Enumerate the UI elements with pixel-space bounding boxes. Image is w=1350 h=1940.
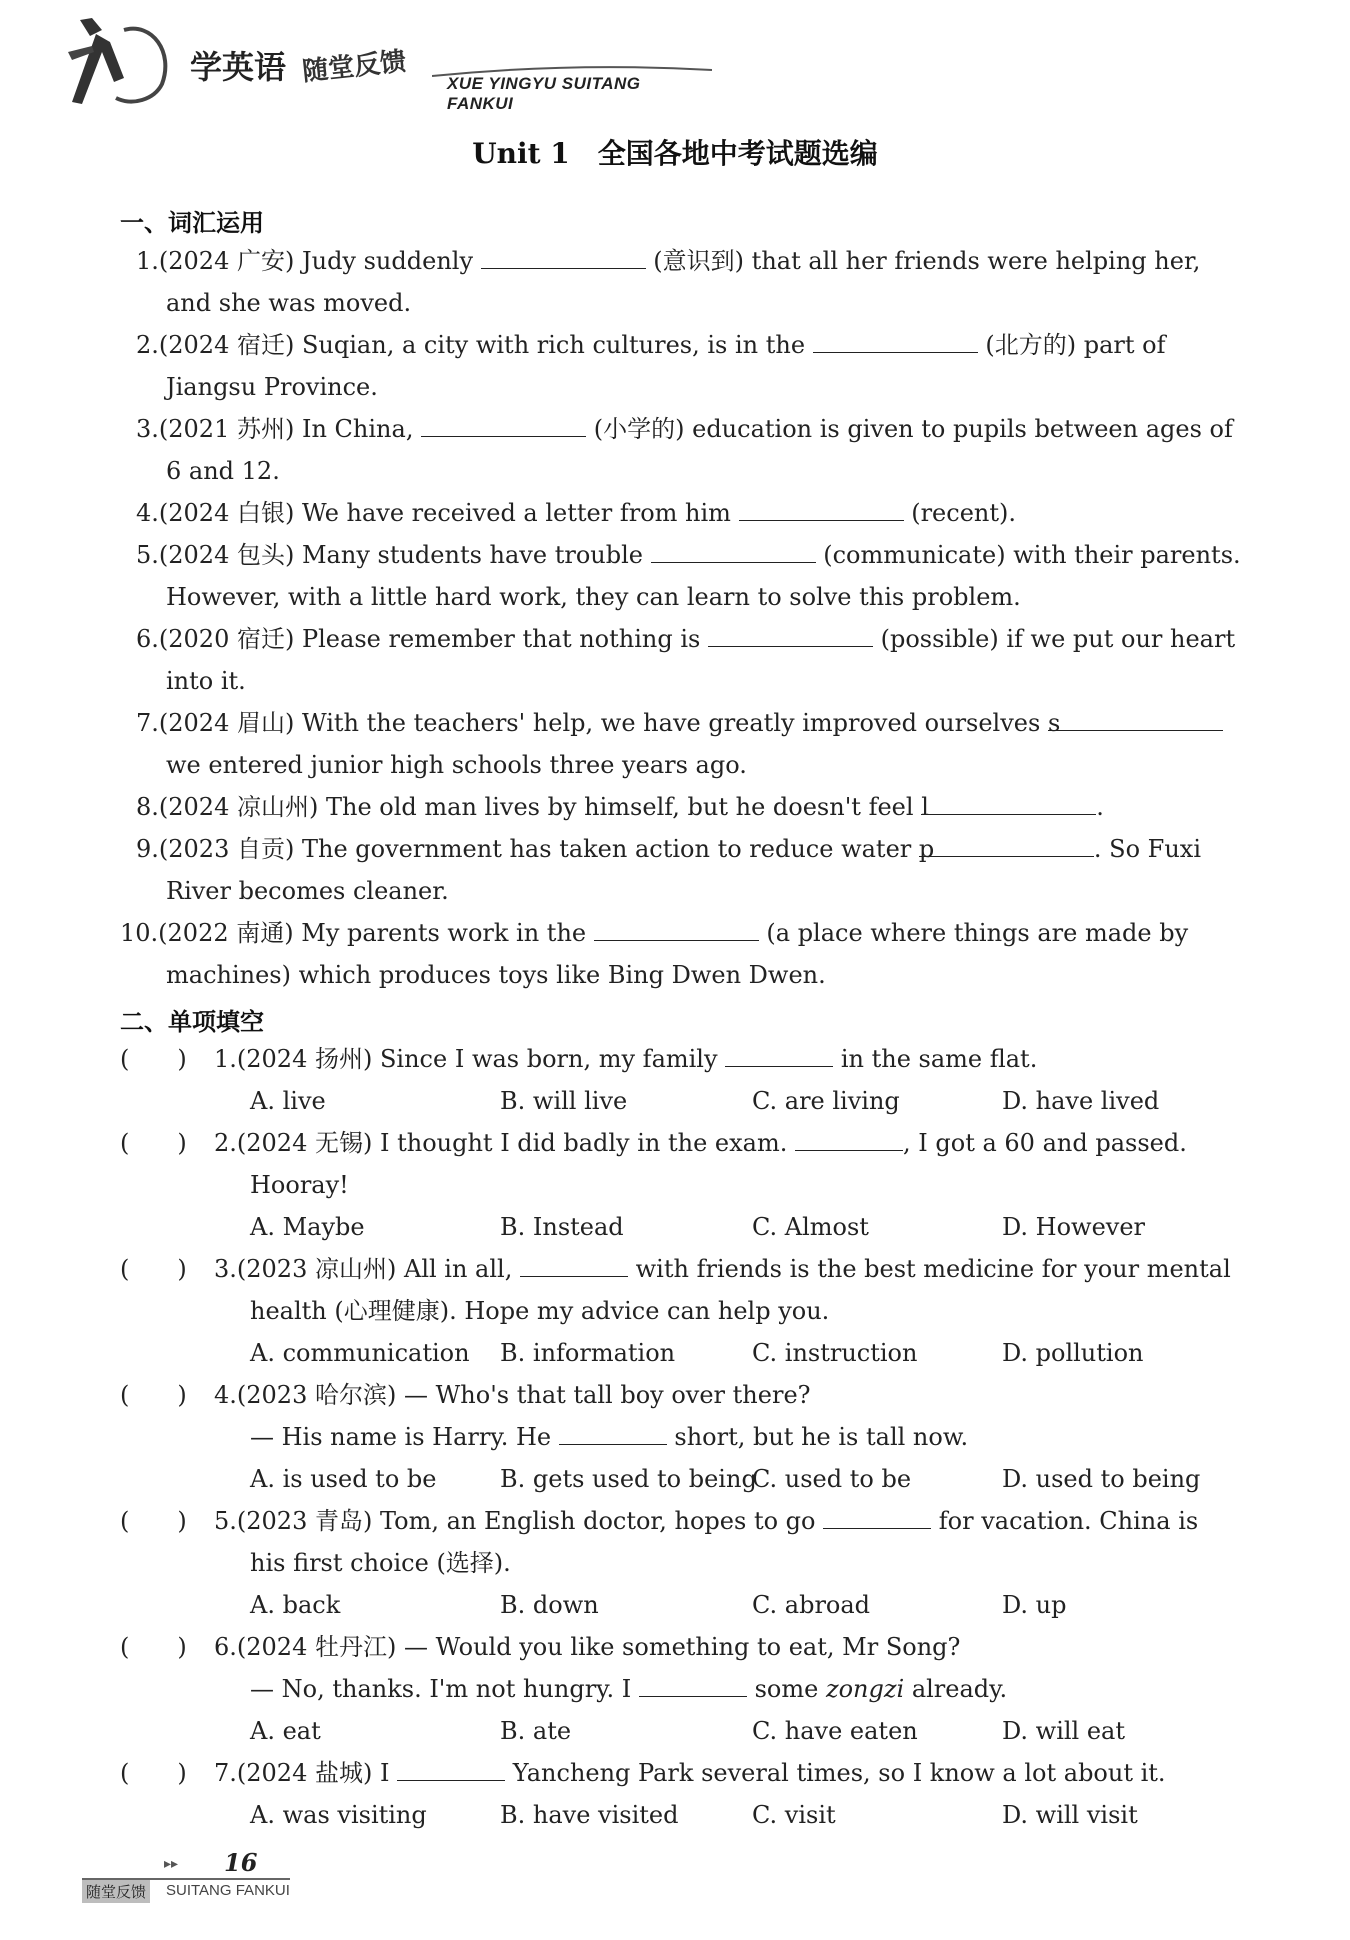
- answer-blank[interactable]: [481, 246, 646, 269]
- option-c[interactable]: C. are living: [752, 1087, 900, 1115]
- answer-blank[interactable]: [651, 540, 816, 563]
- section-heading-vocabulary: 一、词汇运用: [120, 209, 264, 237]
- option-c[interactable]: C. used to be: [752, 1465, 912, 1493]
- answer-blank[interactable]: [739, 498, 904, 521]
- answer-bracket[interactable]: ( ): [120, 1507, 187, 1535]
- answer-bracket[interactable]: ( ): [120, 1045, 187, 1073]
- answer-blank[interactable]: [520, 1254, 628, 1277]
- footer-label-en: SUITANG FANKUI: [166, 1882, 290, 1899]
- mcq-question-2: 2.(2024 无锡) I thought I did badly in the exam. , I got a 60 and passed.: [214, 1129, 1187, 1157]
- vocab-question-4: 4.(2024 白银) We have received a letter from him (recent).: [136, 499, 1016, 527]
- vocab-question-5-cont: However, with a little hard work, they can learn to solve this problem.: [166, 583, 1021, 611]
- option-d[interactable]: D. have lived: [1002, 1087, 1160, 1115]
- vocab-question-6-cont: into it.: [166, 667, 246, 695]
- option-a[interactable]: A. eat: [250, 1717, 321, 1745]
- option-c[interactable]: C. visit: [752, 1801, 836, 1829]
- option-a[interactable]: A. back: [250, 1591, 341, 1619]
- answer-blank[interactable]: l: [921, 792, 1096, 815]
- section-heading-single-choice: 二、单项填空: [120, 1008, 264, 1036]
- vocab-question-8: 8.(2024 凉山州) The old man lives by himself, but he doesn't feel l .: [136, 793, 1104, 821]
- answer-bracket[interactable]: ( ): [120, 1759, 187, 1787]
- mcq-question-6: 6.(2024 牡丹江) — Would you like something to eat, Mr Song?: [214, 1633, 961, 1661]
- vocab-question-6: 6.(2020 宿迁) Please remember that nothing is (possible) if we put our heart: [136, 625, 1236, 653]
- vocab-question-2: 2.(2024 宿迁) Suqian, a city with rich cultures, is in the (北方的) part of: [136, 331, 1166, 359]
- option-c[interactable]: C. instruction: [752, 1339, 918, 1367]
- arrow-icon: ▸▸: [164, 1856, 179, 1872]
- option-d[interactable]: D. However: [1002, 1213, 1146, 1241]
- answer-blank[interactable]: [823, 1506, 931, 1529]
- option-a[interactable]: A. live: [250, 1087, 326, 1115]
- answer-blank[interactable]: s: [1048, 708, 1223, 731]
- option-d[interactable]: D. will eat: [1002, 1717, 1125, 1745]
- answer-blank[interactable]: p: [919, 834, 1094, 857]
- mcq-question-3: 3.(2023 凉山州) All in all, with friends is the best medicine for your mental: [214, 1255, 1231, 1283]
- option-a[interactable]: A. communication: [250, 1339, 470, 1367]
- footer-label-cn: 随堂反馈: [82, 1880, 150, 1903]
- option-d[interactable]: D. pollution: [1002, 1339, 1144, 1367]
- option-b[interactable]: B. Instead: [500, 1213, 624, 1241]
- vocab-question-10: 10.(2022 南通) My parents work in the (a place where things are made by: [120, 919, 1189, 947]
- answer-bracket[interactable]: ( ): [120, 1381, 187, 1409]
- vocab-question-7: 7.(2024 眉山) With the teachers' help, we have greatly improved ourselves s: [136, 708, 1223, 738]
- vocab-question-2-cont: Jiangsu Province.: [166, 373, 378, 401]
- answer-blank[interactable]: [813, 330, 978, 353]
- option-d[interactable]: D. will visit: [1002, 1801, 1138, 1829]
- mcq-question-3-cont: health (心理健康). Hope my advice can help you.: [250, 1297, 830, 1325]
- answer-blank[interactable]: [708, 624, 873, 647]
- answer-bracket[interactable]: ( ): [120, 1129, 187, 1157]
- runner-logo-icon: [62, 12, 182, 112]
- answer-bracket[interactable]: ( ): [120, 1255, 187, 1283]
- mcq-question-4-cont: — His name is Harry. He short, but he is tall now.: [250, 1423, 969, 1451]
- vocab-question-3-cont: 6 and 12.: [166, 457, 280, 485]
- brand-english: XUE YINGYU SUITANG FANKUI: [447, 74, 641, 113]
- option-b[interactable]: B. ate: [500, 1717, 572, 1745]
- vocab-question-3: 3.(2021 苏州) In China, (小学的) education is given to pupils between ages of: [136, 415, 1233, 443]
- answer-blank[interactable]: [725, 1044, 833, 1067]
- option-c[interactable]: C. abroad: [752, 1591, 871, 1619]
- brand-title: 学英语: [190, 48, 287, 86]
- vocab-question-10-cont: machines) which produces toys like Bing Dwen Dwen.: [166, 961, 826, 989]
- vocab-question-9: 9.(2023 自贡) The government has taken action to reduce water p . So Fuxi: [136, 835, 1201, 863]
- mcq-question-1: 1.(2024 扬州) Since I was born, my family in the same flat.: [214, 1045, 1038, 1073]
- vocab-question-5: 5.(2024 包头) Many students have trouble (communicate) with their parents.: [136, 541, 1241, 569]
- mcq-question-2-cont: Hooray!: [250, 1171, 349, 1199]
- mcq-question-4: 4.(2023 哈尔滨) — Who's that tall boy over there?: [214, 1381, 811, 1409]
- vocab-question-7-cont: we entered junior high schools three years ago.: [166, 751, 747, 779]
- mcq-question-6-cont: — No, thanks. I'm not hungry. I some zongzi already.: [250, 1675, 1008, 1703]
- mcq-question-5: 5.(2023 青岛) Tom, an English doctor, hopes to go for vacation. China is: [214, 1507, 1199, 1535]
- option-d[interactable]: D. used to being: [1002, 1465, 1201, 1493]
- option-c[interactable]: C. have eaten: [752, 1717, 918, 1745]
- answer-blank[interactable]: [594, 918, 759, 941]
- page-header: [62, 12, 682, 112]
- option-b[interactable]: B. will live: [500, 1087, 628, 1115]
- option-b[interactable]: B. have visited: [500, 1801, 679, 1829]
- page-number: 16: [224, 1848, 258, 1877]
- vocab-question-9-cont: River becomes cleaner.: [166, 877, 449, 905]
- answer-blank[interactable]: [639, 1674, 747, 1697]
- option-b[interactable]: B. gets used to being: [500, 1465, 757, 1493]
- answer-bracket[interactable]: ( ): [120, 1633, 187, 1661]
- mcq-question-7: 7.(2024 盐城) I Yancheng Park several times, so I know a lot about it.: [214, 1759, 1166, 1787]
- answer-blank[interactable]: [795, 1128, 903, 1151]
- option-a[interactable]: A. is used to be: [250, 1465, 437, 1493]
- answer-blank[interactable]: [397, 1758, 505, 1781]
- option-b[interactable]: B. information: [500, 1339, 676, 1367]
- option-b[interactable]: B. down: [500, 1591, 599, 1619]
- option-d[interactable]: D. up: [1002, 1591, 1067, 1619]
- option-a[interactable]: A. Maybe: [250, 1213, 365, 1241]
- vocab-question-1: 1.(2024 广安) Judy suddenly (意识到) that all her friends were helping her,: [136, 247, 1201, 275]
- page-title: Unit 1 全国各地中考试题选编: [472, 137, 878, 170]
- answer-blank[interactable]: [421, 414, 586, 437]
- mcq-question-5-cont: his first choice (选择).: [250, 1549, 511, 1577]
- option-a[interactable]: A. was visiting: [250, 1801, 427, 1829]
- answer-blank[interactable]: [559, 1422, 667, 1445]
- option-c[interactable]: C. Almost: [752, 1213, 869, 1241]
- brand-subtitle: 随堂反馈: [300, 46, 408, 88]
- vocab-question-1-cont: and she was moved.: [166, 289, 412, 317]
